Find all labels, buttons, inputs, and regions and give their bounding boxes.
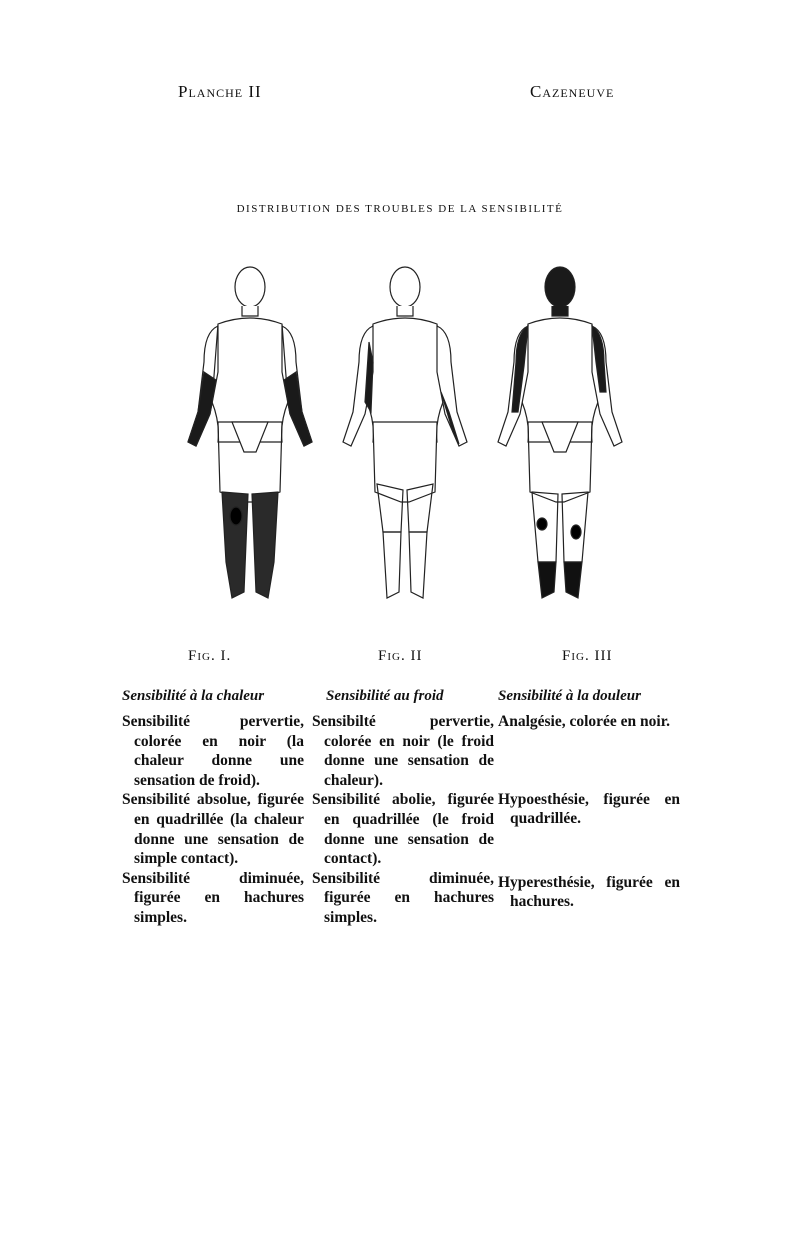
figure-1-legend — [122, 712, 304, 928]
legend-entry: Hyperesthésie, figurée en hachures. — [498, 873, 680, 911]
legend-entry: Sensibilté pervertie, colorée en noir (le froid donne une sensation de chaleur). — [312, 713, 494, 789]
figure-2-legend — [312, 712, 494, 928]
legend-entry: Hypoesthésie, figurée en quadrillée. — [498, 790, 680, 828]
figure-2-label: Fig. II — [378, 648, 423, 664]
author-name: Cazeneuve — [530, 82, 615, 101]
figure-2-heading: Sensibilité au froid — [326, 688, 444, 704]
figure-3-label: Fig. III — [562, 648, 613, 664]
figure-3-body-diagram — [480, 262, 640, 622]
page-title: DISTRIBUTION DES TROUBLES DE LA SENSIBILITÉ — [236, 203, 564, 215]
legend-entry: Sensibilité pervertie, colorée en noir (la chaleur donne une sensation de froid). — [122, 713, 304, 789]
figure-1-label: Fig. I. — [188, 648, 232, 664]
figure-2-body-diagram — [325, 262, 485, 622]
legend-entry: Sensibilité diminuée, figurée en hachures simples. — [312, 869, 494, 926]
figure-3-legend — [498, 712, 680, 912]
legend-entry: Sensibilité absolue, figurée en quadrillée (la chaleur donne une sensation de simple contact). — [122, 791, 304, 868]
figure-1-heading: Sensibilité à la chaleur — [122, 688, 265, 704]
legend-entry: Sensibilité abolie, figurée en quadrillée (le froid donne une sensation de contact). — [312, 791, 494, 868]
legend-entry: Sensibilité diminuée, figurée en hachures simples. — [122, 869, 304, 926]
figure-3-heading: Sensibilité à la douleur — [498, 688, 641, 704]
figure-1-body-diagram — [170, 262, 330, 622]
legend-entry: Analgésie, colorée en noir. — [498, 713, 671, 730]
plate-number: Planche II — [178, 82, 262, 101]
